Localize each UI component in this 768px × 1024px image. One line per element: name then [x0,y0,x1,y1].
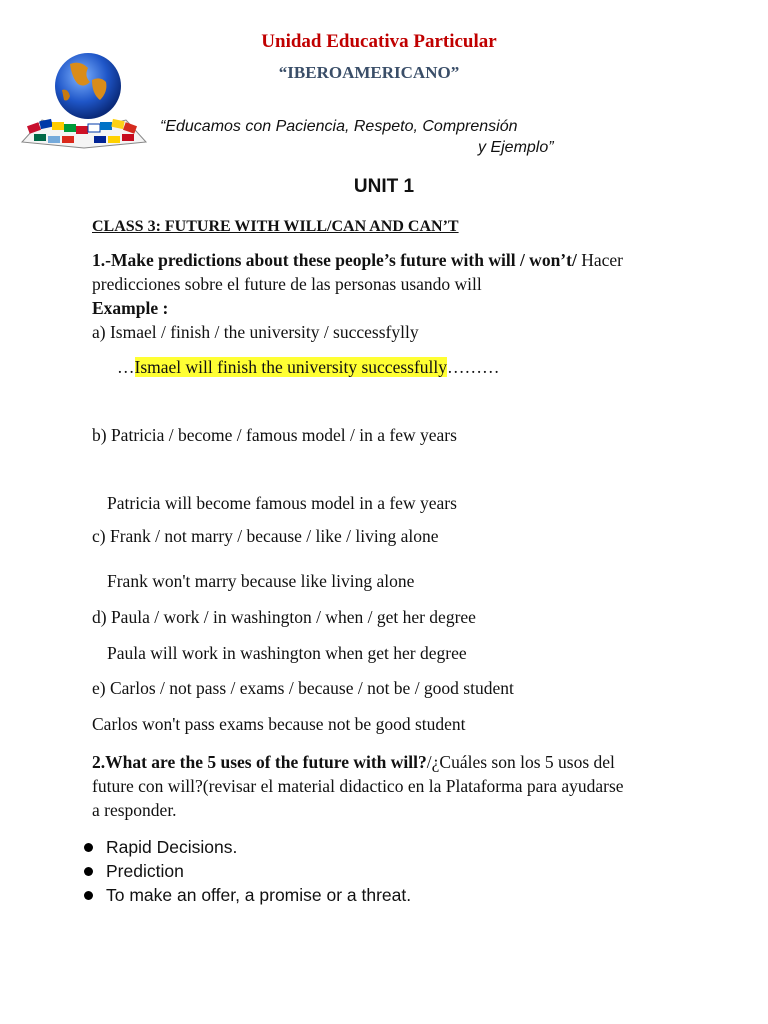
exercise2-question-line2: future con will?(revisar el material didactico en la Plataforma para ayudarse [92,776,624,796]
example-label: Example : [92,298,169,318]
exercise2-question [92,752,615,773]
motto-line-1: “Educamos con Paciencia, Respeto, Comprensión [160,118,518,135]
uses-list [80,835,411,907]
list-item [80,859,411,883]
bullet-icon [84,891,93,900]
item-a-answer-highlighted: Ismael will finish the university successfully [134,357,448,377]
item-a-prompt: a) Ismael / finish / the university / successfylly [92,322,419,342]
item-d-prompt: d) Paula / work / in washington / when / get her degree [92,607,476,627]
school-subtitle: “IBEROAMERICANO” [278,63,460,82]
exercise2-question-line3: a responder. [92,800,177,820]
item-a-answer-prefix: … [117,357,135,377]
exercise2-question-bold: 2.What are the 5 uses of the future with will? [92,752,427,772]
item-e-prompt: e) Carlos / not pass / exams / because / not be / good student [92,678,514,698]
unit-title: UNIT 1 [353,176,415,197]
school-name: Unidad Educativa Particular [261,31,497,52]
use-text: Prediction [106,861,184,881]
use-text: Rapid Decisions. [106,837,238,857]
use-text: To make an offer, a promise or a threat. [106,885,412,905]
bullet-icon [84,867,93,876]
exercise1-instruction [92,250,623,271]
item-a-answer-suffix: ……… [447,357,500,377]
exercise1-instruction-line2: predicciones sobre el future de las personas usando will [92,274,482,294]
item-d-answer: Paula will work in washington when get her degree [107,643,467,663]
list-item [80,883,411,907]
item-e-answer: Carlos won't pass exams because not be good student [92,714,466,734]
item-b-prompt: b) Patricia / become / famous model / in a few years [92,425,457,445]
item-a-answer [117,357,500,378]
motto-line-2: y Ejemplo” [478,139,554,156]
exercise1-instruction-normal: Hacer [576,250,623,270]
item-c-answer: Frank won't marry because like living alone [107,571,415,591]
item-b-answer: Patricia will become famous model in a few years [107,493,457,513]
item-c-prompt: c) Frank / not marry / because / like / living alone [92,526,439,546]
list-item [80,835,411,859]
bullet-icon [84,843,93,852]
exercise2-question-normal: /¿Cuáles son los 5 usos del [426,752,615,772]
exercise1-instruction-bold: 1.-Make predictions about these people’s future with will / won’t/ [92,250,577,270]
class-title: CLASS 3: FUTURE WITH WILL/CAN AND CAN’T [92,218,459,235]
